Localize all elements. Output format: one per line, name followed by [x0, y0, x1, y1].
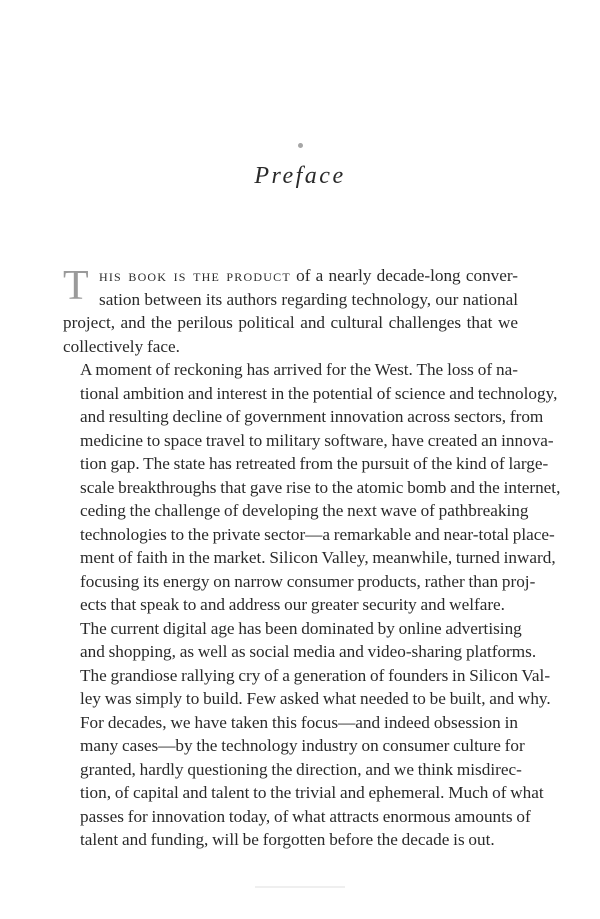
- paragraph-line: The current digital age has been dominated by online advertising: [80, 618, 522, 638]
- line-text: of a nearly decade-long conver-: [296, 266, 519, 285]
- paragraph-line: For decades, we have taken this focus—and indeed obsession in: [80, 712, 518, 732]
- paragraph-line: ects that speak to and address our greater security and welfare.: [80, 595, 505, 614]
- paragraph-line: sation between its authors regarding technology, our national: [99, 289, 518, 309]
- paragraph-line: and shopping, as well as social media and video-sharing platforms.: [80, 642, 537, 661]
- paragraph-1: [63, 264, 518, 358]
- paragraph-line: ley was simply to build. Few asked what needed to be built, and why.: [80, 689, 551, 708]
- drop-cap: T: [63, 263, 89, 309]
- paragraph-line: many cases—by the technology industry on consumer culture for: [80, 736, 525, 755]
- paragraph-line: tion gap. The state has retreated from the pursuit of the kind of large-: [80, 454, 549, 473]
- paragraph-line: project, and the perilous political and cultural challenges that we: [63, 313, 518, 332]
- paragraph-2: [63, 358, 561, 617]
- paragraph-line: scale breakthroughs that gave rise to the atomic bomb and the internet,: [80, 477, 561, 497]
- paragraph-line: A moment of reckoning has arrived for the West. The loss of na-: [80, 360, 518, 379]
- paragraph-line: passes for innovation today, of what attracts enormous amounts of: [80, 806, 531, 826]
- ornament-dot: [0, 143, 600, 149]
- paragraph-line: talent and funding, will be forgotten before the decade is out.: [80, 830, 495, 849]
- body-text: [63, 263, 561, 852]
- paragraph-line: tional ambition and interest in the potential of science and technology,: [80, 383, 558, 403]
- paragraph-line: focusing its energy on narrow consumer products, rather than proj-: [80, 571, 536, 591]
- bullet-icon: [298, 143, 303, 148]
- paragraph-3: [63, 617, 551, 852]
- paragraph-line: technologies to the private sector—a remarkable and near-total place-: [80, 524, 555, 544]
- paragraph-line: medicine to space travel to military software, have created an innova-: [80, 430, 554, 450]
- paragraph-line: ceding the challenge of developing the next wave of pathbreaking: [80, 501, 529, 520]
- paragraph-line: ment of faith in the market. Silicon Valley, meanwhile, turned inward,: [80, 548, 556, 567]
- paragraph-line: The grandiose rallying cry of a generation of founders in Silicon Val-: [80, 665, 551, 685]
- paragraph-line: tion, of capital and talent to the trivial and ephemeral. Much of what: [80, 783, 544, 802]
- paragraph-line: granted, hardly questioning the direction, and we think misdirec-: [80, 759, 522, 779]
- small-caps-lead: his book is the product: [99, 266, 291, 285]
- footer-mark: [255, 886, 345, 888]
- paragraph-line: collectively face.: [63, 336, 180, 356]
- page-title: Preface: [254, 163, 346, 189]
- paragraph-line: and resulting decline of government innovation across sectors, from: [80, 407, 544, 426]
